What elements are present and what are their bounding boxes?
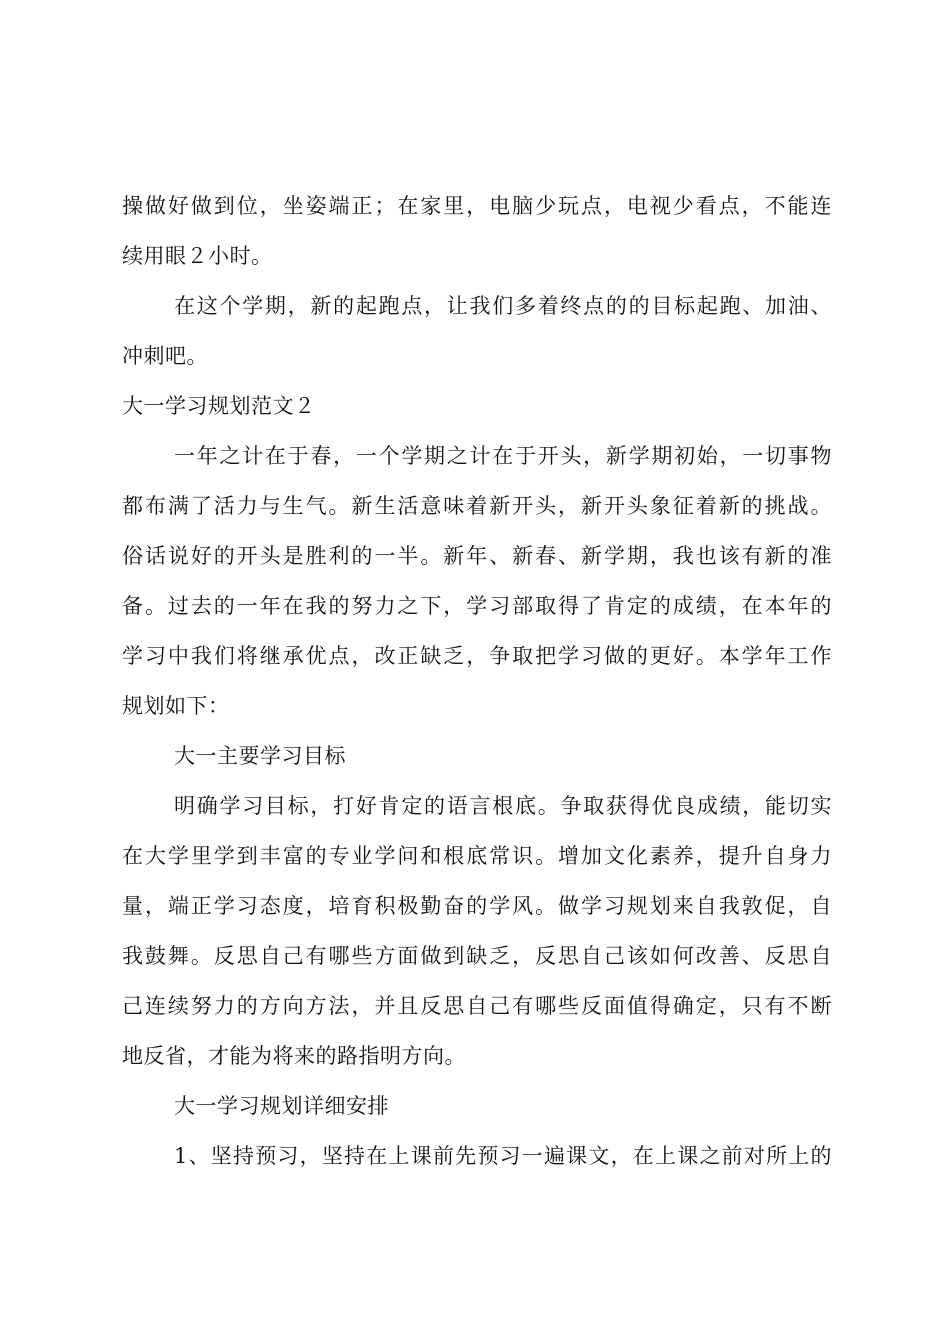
paragraph-3-line-4: 备。过去的一年在我的努力之下，学习部取得了肯定的成绩，在本年的: [122, 594, 832, 618]
paragraph-4-line-1: 明确学习目标，打好肯定的语言根底。争取获得优良成绩，能切实: [174, 794, 832, 818]
paragraph-4-line-5: 己连续努力的方向方法，并且反思自己有哪些反面值得确定，只有不断: [122, 994, 832, 1018]
paragraph-4-line-6: 地反省，才能为将来的路指明方向。: [122, 1044, 466, 1068]
paragraph-2-line-1: 在这个学期，新的起跑点，让我们多着终点的的目标起跑、加油、: [174, 294, 832, 318]
paragraph-4-line-4: 我鼓舞。反思自己有哪些方面做到缺乏，反思自己该如何改善、反思自: [122, 944, 832, 968]
paragraph-4-line-3: 量，端正学习态度，培育积极勤奋的学风。做学习规划来自我敦促，自: [122, 894, 832, 918]
paragraph-5-line-1: 1、坚持预习，坚持在上课前先预习一遍课文，在上课之前对所上的: [174, 1144, 832, 1168]
paragraph-1-line-2: 续用眼２小时。: [122, 244, 273, 268]
paragraph-3-line-3: 俗话说好的开头是胜利的一半。新年、新春、新学期，我也该有新的准: [122, 544, 832, 568]
paragraph-3-line-6: 规划如下：: [122, 694, 230, 718]
paragraph-2-line-2: 冲刺吧。: [122, 344, 208, 368]
paragraph-1-line-1: 操做好做到位，坐姿端正；在家里，电脑少玩点，电视少看点，不能连: [122, 194, 832, 218]
paragraph-3-line-5: 学习中我们将继承优点，改正缺乏，争取把学习做的更好。本学年工作: [122, 644, 832, 668]
section-title: 大一学习规划范文２: [122, 394, 316, 418]
subheading-study-goals: 大一主要学习目标: [174, 744, 346, 768]
paragraph-3-line-1: 一年之计在于春，一个学期之计在于开头，新学期初始，一切事物: [174, 444, 832, 468]
paragraph-3-line-2: 都布满了活力与生气。新生活意味着新开头，新开头象征着新的挑战。: [122, 494, 832, 518]
subheading-detailed-plan: 大一学习规划详细安排: [174, 1094, 389, 1118]
paragraph-4-line-2: 在大学里学到丰富的专业学问和根底常识。增加文化素养，提升自身力: [122, 844, 832, 868]
